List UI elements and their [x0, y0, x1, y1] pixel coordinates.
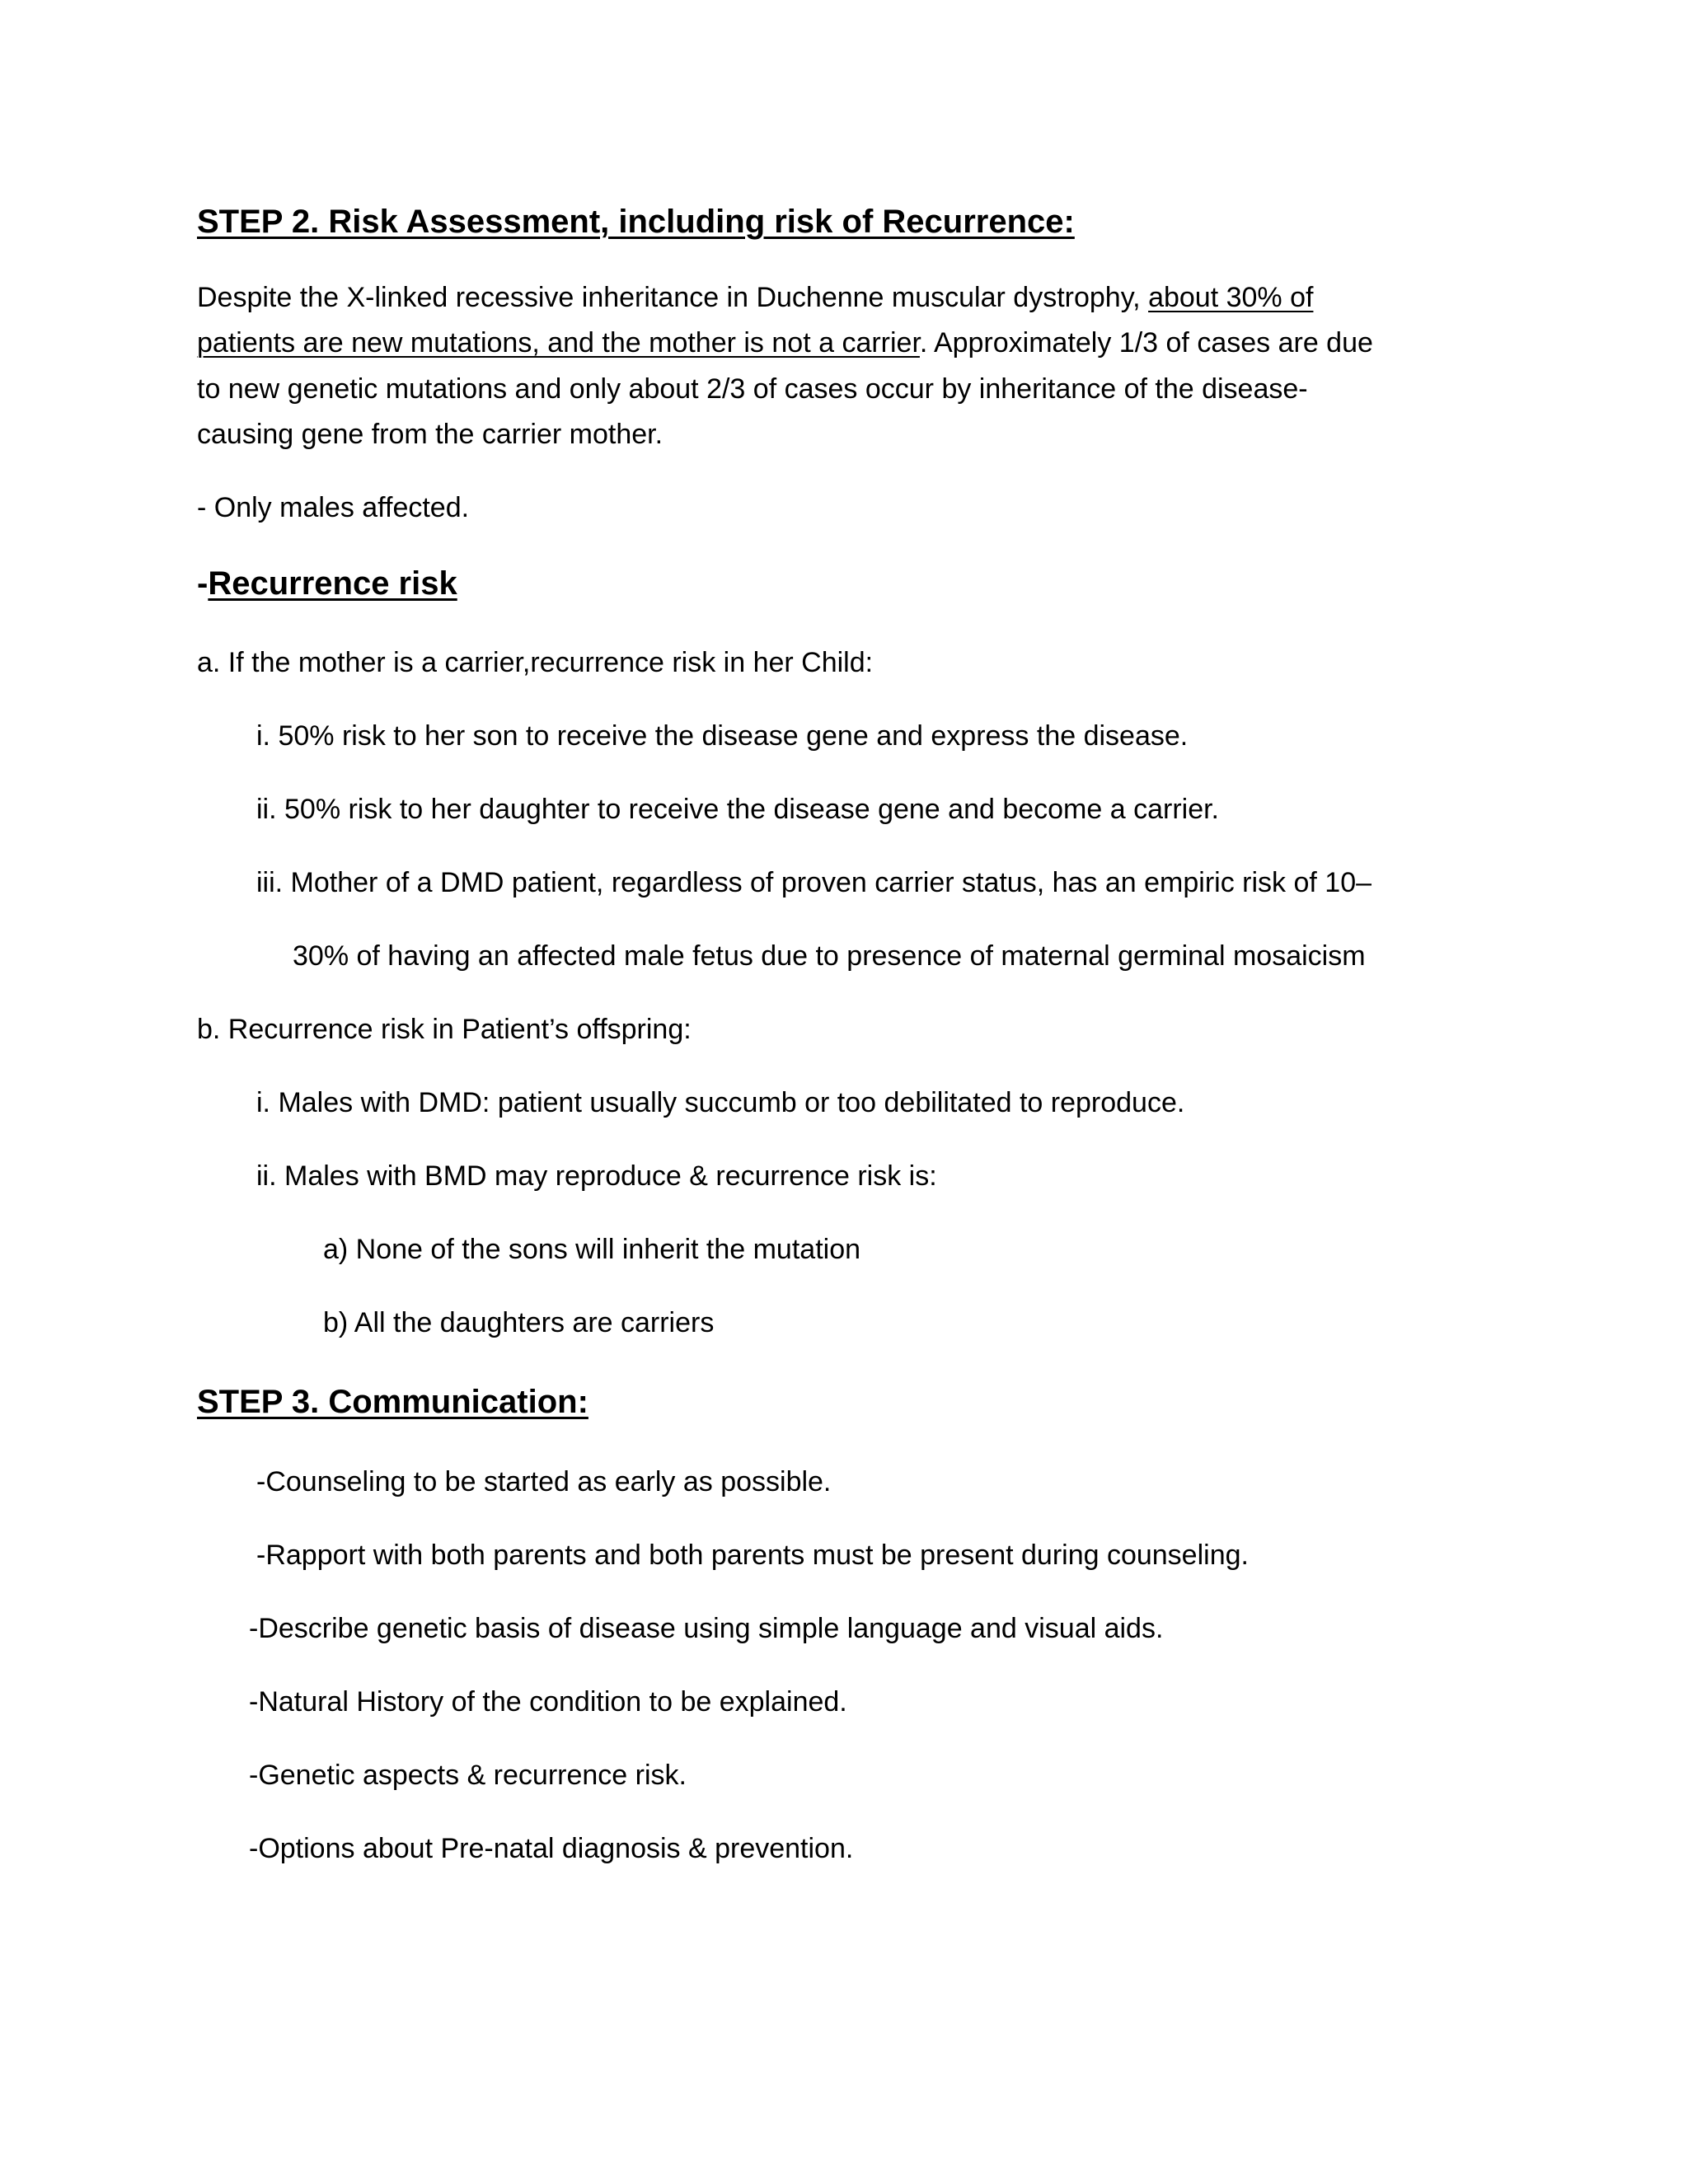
paragraph-text: Despite the X-linked recessive inheritance in Duchenne muscular dystrophy,: [197, 282, 1149, 313]
paragraph-underlined-text: about 30% of: [1148, 282, 1314, 313]
recurrence-a-iii-line-2: 30% of having an affected male fetus due to presence of maternal germinal mosaicism: [293, 940, 1366, 972]
recurrence-a-i: i. 50% risk to her son to receive the disease gene and express the disease.: [256, 720, 1189, 752]
step2-paragraph-line-1: [197, 279, 1313, 316]
recurrence-a-intro: a. If the mother is a carrier,recurrence risk in her Child:: [197, 647, 874, 678]
recurrence-b-ii-a: a) None of the sons will inherit the mutation: [323, 1234, 861, 1265]
recurrence-heading-text: Recurrence risk: [208, 565, 457, 602]
recurrence-dash: -: [197, 565, 209, 602]
paragraph-text: . Approximately 1/3 of cases are due: [919, 327, 1373, 359]
recurrence-heading: [197, 563, 457, 604]
paragraph-underlined-text: patients are new mutations, and the mother is not a carrier: [197, 327, 920, 359]
step3-item: -Options about Pre-natal diagnosis & prevention.: [249, 1833, 854, 1864]
recurrence-b-intro: b. Recurrence risk in Patient’s offspring:: [197, 1014, 692, 1045]
step2-heading: STEP 2. Risk Assessment, including risk of Recurrence:: [197, 204, 1075, 240]
step3-item: -Genetic aspects & recurrence risk.: [249, 1760, 687, 1791]
recurrence-b-i: i. Males with DMD: patient usually succumb or too debilitated to reproduce.: [256, 1087, 1185, 1118]
recurrence-b-ii: ii. Males with BMD may reproduce & recurrence risk is:: [256, 1160, 937, 1192]
step3-item: -Natural History of the condition to be explained.: [249, 1686, 847, 1718]
recurrence-b-ii-b: b) All the daughters are carriers: [323, 1307, 715, 1338]
recurrence-a-ii: ii. 50% risk to her daughter to receive the disease gene and become a carrier.: [256, 794, 1220, 825]
step2-paragraph-line-2: [197, 325, 1373, 361]
step3-item: -Rapport with both parents and both parents must be present during counseling.: [256, 1540, 1249, 1571]
only-males-note: - Only males affected.: [197, 492, 470, 523]
step3-heading: STEP 3. Communication:: [197, 1384, 588, 1420]
step3-item: -Describe genetic basis of disease using simple language and visual aids.: [249, 1613, 1164, 1644]
step2-paragraph-line-3: to new genetic mutations and only about 2/3 of cases occur by inheritance of the disease-: [197, 373, 1308, 405]
step2-paragraph-line-4: causing gene from the carrier mother.: [197, 419, 663, 450]
step3-item: -Counseling to be started as early as possible.: [256, 1466, 832, 1497]
recurrence-a-iii-line-1: iii. Mother of a DMD patient, regardless of proven carrier status, has an empiric risk of 10–: [256, 867, 1372, 898]
